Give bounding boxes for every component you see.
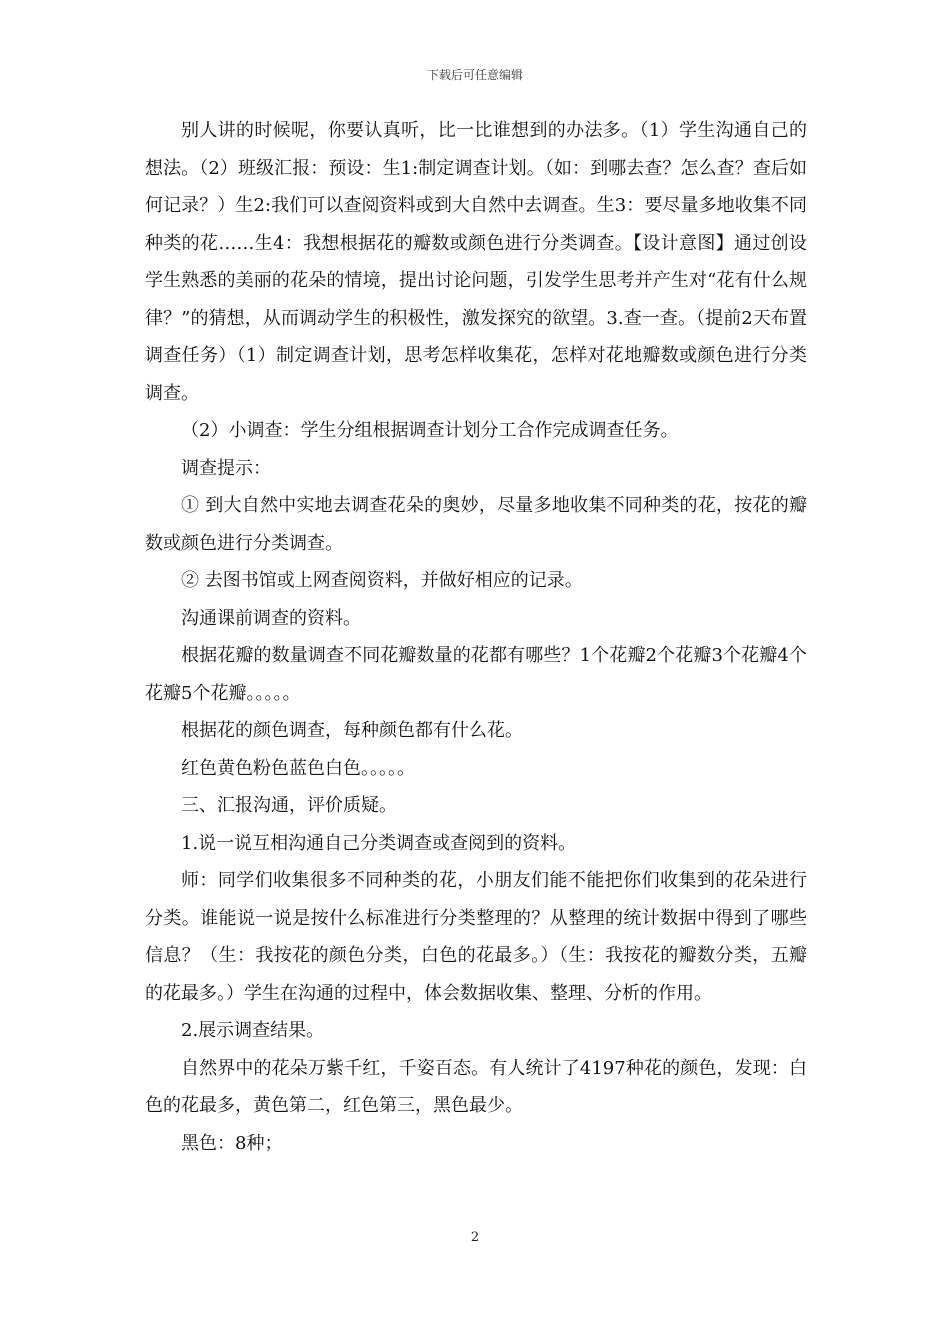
paragraph: 红色黄色粉色蓝色白色。。。。。 [181,757,415,779]
paragraph: 根据花瓣的数量调查不同花瓣数量的花都有哪些？1个花瓣2个花瓣3个花瓣4个花瓣5个花瓣。。。。。 [145,645,807,704]
paragraph: 沟通课前调查的资料。 [181,607,361,629]
paragraph: ① 到大自然中实地去调查花朵的奥妙，尽量多地收集不同种类的花，按花的瓣数或颜色进行分类调查。 [145,495,807,554]
document-body [145,112,807,1162]
paragraph: ② 去图书馆或上网查阅资料，并做好相应的记录。 [181,570,583,591]
paragraph: 2.展示调查结果。 [181,1020,325,1041]
paragraph: 别人讲的时候呢，你要认真听，比一比谁想到的办法多。（1）学生沟通自己的想法。（2）班级汇报：预设：生1:制定调查计划。（如：到哪去查？怎么查？查后如何记录？）生2:我们可以查阅资料或到大自然中去调查。生3：要尽量多地收集不同种类的花……生4：我想根据花的瓣数或颜色进行分类调查。【设计意图】通过创设学生熟悉的美丽的花朵的情境，提出讨论问题，引发学生思考并产生对“花有什么规律？”的猜想，从而调动学生的积极性，激发探究的欲望。3.查一查。（提前2天布置调查任务）（1）制定调查计划，思考怎样收集花，怎样对花地瓣数或颜色进行分类调查。 [145,120,807,404]
paragraph: 黑色：8种； [181,1132,283,1154]
paragraph: 自然界中的花朵万紫千红，千姿百态。有人统计了4197种花的颜色，发现：白色的花最多，黄色第二，红色第三，黑色最少。 [145,1057,807,1116]
page-number: 2 [470,1230,480,1245]
paragraph: 根据花的颜色调查，每种颜色都有什么花。 [181,720,523,741]
paragraph: （2）小调查：学生分组根据调查计划分工合作完成调查任务。 [181,420,679,441]
header-note: 下载后可任意编辑 [426,68,523,82]
paragraph: 调查提示： [181,457,271,479]
paragraph: 师：同学们收集很多不同种类的花，小朋友们能不能把你们收集到的花朵进行分类。谁能说一说是按什么标准进行分类整理的？从整理的统计数据中得到了哪些信息？（生：我按花的颜色分类，白色的花最多。）（生：我按花的瓣数分类，五瓣的花最多。）学生在沟通的过程中，体会数据收集、整理、分析的作用。 [145,870,807,1004]
section-heading: 三、汇报沟通，评价质疑。 [181,795,397,816]
paragraph: 1.说一说互相沟通自己分类调查或查阅到的资料。 [181,832,577,854]
